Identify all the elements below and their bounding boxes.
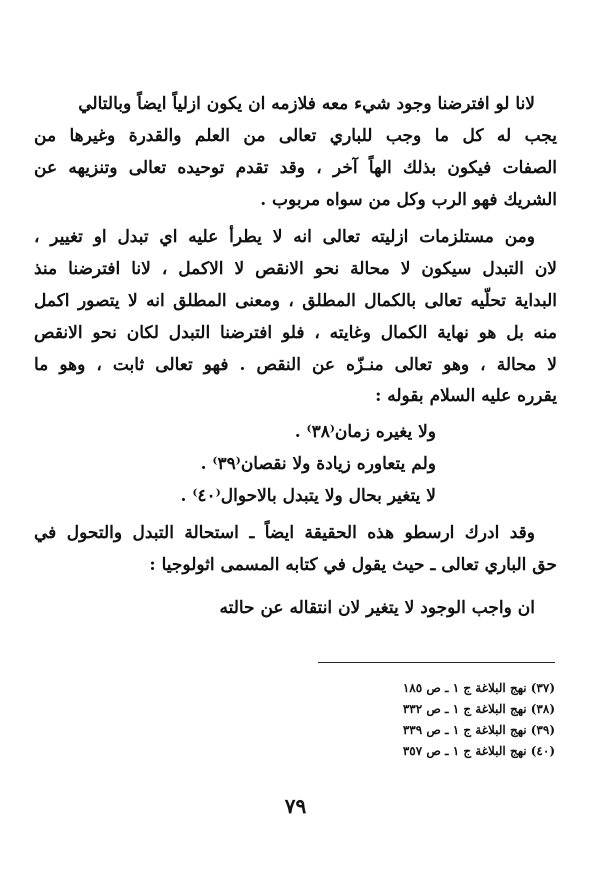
- paragraph-2-line-3: البداية تحلّيه تعالى بالكمال المطلق ، ومعنى المطلق انه لا يتصور اكمل: [34, 291, 557, 311]
- paragraph-2-line-1: ومن مستلزمات ازليته تعالى انه لا يطرأ عليه اي تبدل او تغيير ،: [34, 227, 535, 247]
- footnote-separator: [318, 662, 555, 663]
- paragraph-2-line-5: لا محالة ، وهو تعالى منـزّه عن النقص . فهو تعالى ثابت ، وهو ما: [34, 355, 557, 375]
- verse-line-2: ولم يتعاوره زيادة ولا نقصان⁽٣٩⁾ .: [200, 454, 436, 474]
- paragraph-2-line-2: لان التبدل سيكون لا محالة نحو الانقص لا الاكمل ، لانا افترضنا منذ: [34, 259, 557, 279]
- verse-line-1: ولا يغيره زمان⁽٣٨⁾ .: [294, 422, 436, 442]
- paragraph-2-line-6: يقرره عليه السلام بقوله :: [375, 386, 557, 406]
- paragraph-4-line-1: ان واجب الوجود لا يتغير لان انتقاله عن حالته: [219, 598, 535, 618]
- paragraph-3-line-1: وقد ادرك ارسطو هذه الحقيقة ايضاً ـ استحالة التبدل والتحول في: [34, 523, 535, 543]
- paragraph-1-line-1: لانا لو افترضنا وجود شيء معه فلازمه ان يكون ازلياً ايضاً وبالتالي: [78, 94, 535, 114]
- paragraph-2-line-4: منه بل هو نهاية الكمال وغايته ، فلو افترضنا التبدل لكان نحو الانقص: [34, 323, 557, 343]
- footnote-40: (٤٠) نهج البلاغة ج ١ ـ ص ٣٥٧: [402, 744, 555, 758]
- page-number: ٧٩: [284, 794, 307, 818]
- footnote-39: (٣٩) نهج البلاغة ج ١ ـ ص ٣٣٩: [402, 723, 555, 737]
- paragraph-1-line-3: الصفات فيكون بذلك الهاً آخر ، وقد تقدم توحيده تعالى وتنزيهه عن: [34, 158, 557, 178]
- footnote-38: (٣٨) نهج البلاغة ج ١ ـ ص ٣٣٢: [402, 702, 555, 716]
- paragraph-1-line-2: يجب له كل ما وجب للباري تعالى من العلم والقدرة وغيرها من: [34, 126, 557, 146]
- paragraph-1-line-4: الشريك فهو الرب وكل من سواه مربوب .: [260, 190, 557, 210]
- paragraph-3-line-2: حق الباري تعالى ـ حيث يقول في كتابه المسمى اثولوجيا :: [149, 555, 557, 575]
- footnote-37: (٣٧) نهج البلاغة ج ١ ـ ص ١٨٥: [402, 681, 555, 695]
- verse-line-3: لا يتغير بحال ولا يتبدل بالاحوال⁽٤٠⁾ .: [180, 486, 436, 506]
